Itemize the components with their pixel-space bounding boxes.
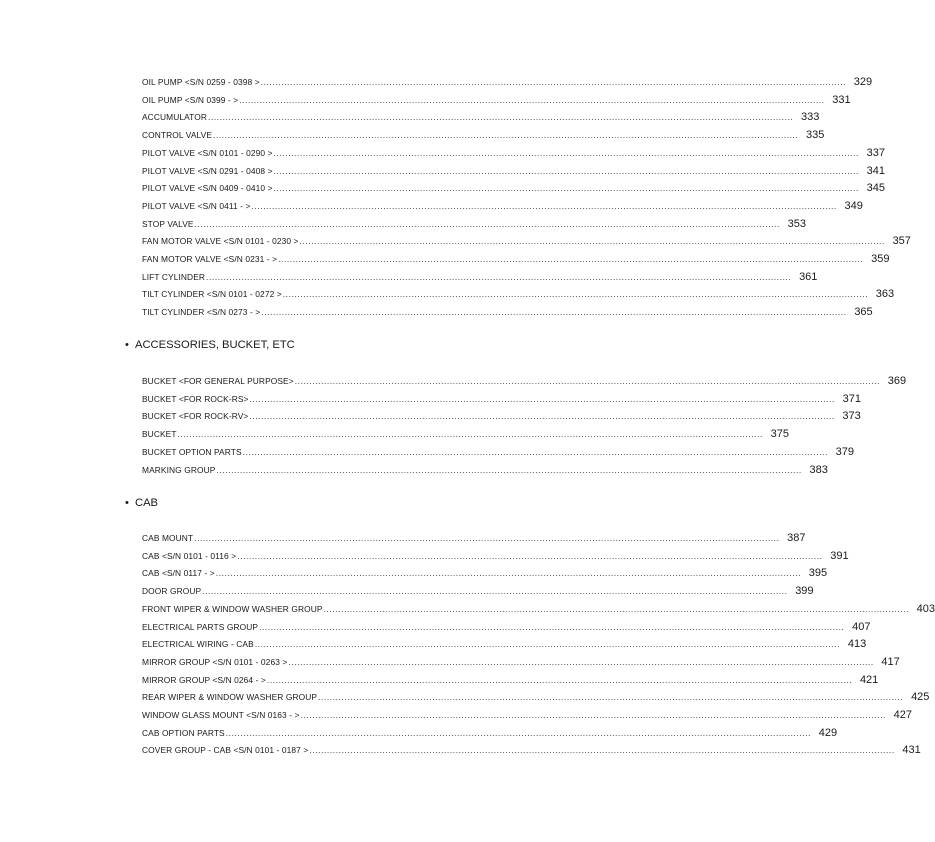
- toc-entry[interactable]: [142, 744, 921, 758]
- dot-leader: ........................................................................................................................................................................................................: [261, 307, 847, 318]
- toc-entry[interactable]: [142, 691, 930, 705]
- toc-entry-title: TILT CYLINDER <S/N 0101 - 0272 >: [142, 289, 282, 300]
- toc-entry[interactable]: [142, 726, 838, 741]
- toc-entry-title: OIL PUMP <S/N 0259 - 0398 >: [142, 77, 260, 87]
- toc-entry[interactable]: [142, 428, 789, 442]
- bullet-icon: •: [125, 339, 129, 351]
- dot-leader: ........................................................................................................................................................................................................: [300, 710, 886, 720]
- dot-leader: ........................................................................................................................................................................................................: [242, 446, 829, 457]
- toc-entry-page-number: 365: [854, 306, 873, 319]
- toc-entry[interactable]: [142, 199, 863, 214]
- toc-entry-title: FAN MOTOR VALVE <S/N 0231 - >: [142, 254, 278, 264]
- toc-entry-page-number: 427: [893, 709, 912, 721]
- toc-entry[interactable]: [142, 602, 935, 617]
- toc-entry[interactable]: [142, 392, 861, 407]
- toc-entry[interactable]: [142, 445, 855, 460]
- toc-entry-title: DOOR GROUP: [142, 586, 202, 597]
- dot-leader: ........................................................................................................................................................................................................: [260, 77, 847, 87]
- toc-entry[interactable]: [142, 76, 873, 90]
- toc-entry[interactable]: [142, 410, 861, 424]
- toc-entry-title: MARKING GROUP: [142, 464, 216, 475]
- toc-entry-page-number: 379: [835, 445, 855, 458]
- dot-leader: ........................................................................................................................................................................................................: [318, 692, 904, 703]
- toc-entry[interactable]: [142, 567, 828, 581]
- dot-leader: ........................................................................................................................................................................................................: [323, 603, 909, 614]
- toc-entry[interactable]: [142, 549, 849, 564]
- toc-entry-title: ELECTRICAL PARTS GROUP: [142, 621, 259, 632]
- toc-entry[interactable]: [142, 146, 885, 161]
- dot-leader: ........................................................................................................................................................................................................: [249, 393, 835, 404]
- dot-leader: ........................................................................................................................................................................................................: [202, 586, 788, 597]
- toc-entry-page-number: 413: [847, 638, 867, 651]
- dot-leader: ........................................................................................................................................................................................................: [177, 429, 763, 440]
- dot-leader: ........................................................................................................................................................................................................: [273, 147, 859, 158]
- toc-entry-page-number: 431: [902, 744, 921, 757]
- dot-leader: ........................................................................................................................................................................................................: [294, 376, 881, 386]
- dot-leader: ........................................................................................................................................................................................................: [216, 464, 802, 475]
- toc-entry[interactable]: [142, 182, 885, 196]
- toc-entry[interactable]: [142, 288, 895, 302]
- dot-leader: ........................................................................................................................................................................................................: [194, 533, 780, 543]
- toc-entry[interactable]: [142, 585, 814, 599]
- toc-entry[interactable]: [142, 253, 890, 267]
- toc-entry-title: PILOT VALVE <S/N 0409 - 0410 >: [142, 183, 273, 194]
- dot-leader: ........................................................................................................................................................................................................: [254, 639, 841, 650]
- dot-leader: ........................................................................................................................................................................................................: [239, 94, 825, 105]
- toc-entry-title: FRONT WIPER & WINDOW WASHER GROUP: [142, 603, 323, 614]
- toc-entry-page-number: 421: [859, 673, 879, 686]
- toc-entry[interactable]: [142, 655, 900, 670]
- dot-leader: ........................................................................................................................................................................................................: [249, 411, 835, 422]
- dot-leader: ........................................................................................................................................................................................................: [273, 165, 859, 176]
- toc-entry-title: BUCKET <FOR GENERAL PURPOSE>: [142, 376, 294, 386]
- toc-entry[interactable]: [142, 93, 851, 108]
- toc-entry[interactable]: [142, 375, 907, 389]
- toc-entry[interactable]: [142, 270, 818, 285]
- dot-leader: ........................................................................................................................................................................................................: [206, 271, 792, 282]
- toc-entry-page-number: 363: [875, 288, 895, 301]
- toc-entry-title: PILOT VALVE <S/N 0291 - 0408 >: [142, 165, 273, 176]
- toc-entry-page-number: 403: [916, 602, 935, 615]
- toc-entry-page-number: 333: [801, 111, 820, 124]
- toc-entry[interactable]: [142, 306, 873, 320]
- dot-leader: ........................................................................................................................................................................................................: [237, 550, 823, 561]
- toc-entry-page-number: 375: [770, 428, 789, 441]
- toc-entry-page-number: 335: [806, 129, 825, 142]
- toc-entry-title: BUCKET <FOR ROCK-RV>: [142, 411, 249, 422]
- toc-entry-page-number: 353: [787, 217, 806, 230]
- section-heading-text: ACCESSORIES, BUCKET, ETC: [135, 339, 295, 351]
- toc-entry-title: CAB MOUNT: [142, 533, 194, 543]
- toc-entry[interactable]: [142, 638, 867, 652]
- toc-entry-page-number: 345: [866, 182, 885, 195]
- dot-leader: ........................................................................................................................................................................................................: [266, 674, 853, 685]
- toc-entry-title: REAR WIPER & WINDOW WASHER GROUP: [142, 692, 318, 703]
- toc-entry-title: STOP VALVE: [142, 218, 194, 229]
- toc-entry[interactable]: [142, 463, 828, 478]
- toc-entry[interactable]: [142, 235, 911, 249]
- toc-entry-page-number: 359: [871, 253, 890, 265]
- toc-entry-title: CAB <S/N 0117 - >: [142, 568, 215, 579]
- toc-entry-title: OIL PUMP <S/N 0399 - >: [142, 94, 239, 105]
- toc-entry-page-number: 337: [866, 146, 885, 159]
- toc-entry-title: CAB OPTION PARTS: [142, 727, 225, 738]
- toc-entry-page-number: 395: [808, 567, 828, 580]
- dot-leader: ........................................................................................................................................................................................................: [215, 568, 802, 579]
- toc-entry-title: WINDOW GLASS MOUNT <S/N 0163 - >: [142, 710, 300, 720]
- toc-entry-title: COVER GROUP - CAB <S/N 0101 - 0187 >: [142, 745, 309, 756]
- toc-entry-title: PILOT VALVE <S/N 0411 - >: [142, 200, 251, 211]
- toc-entry-title: LIFT CYLINDER: [142, 271, 206, 282]
- toc-entry-page-number: 387: [787, 532, 806, 544]
- toc-entry-page-number: 341: [866, 164, 885, 177]
- toc-entry-page-number: 329: [853, 76, 873, 88]
- toc-entry-title: FAN MOTOR VALVE <S/N 0101 - 0230 >: [142, 236, 299, 247]
- section-heading: [125, 497, 158, 509]
- toc-entry-title: CAB <S/N 0101 - 0116 >: [142, 550, 237, 561]
- toc-entry-title: BUCKET OPTION PARTS: [142, 446, 242, 457]
- toc-entry-page-number: 361: [799, 270, 818, 283]
- toc-entry-title: ELECTRICAL WIRING - CAB: [142, 639, 254, 650]
- toc-entry[interactable]: [142, 620, 871, 635]
- toc-entry-page-number: 399: [795, 585, 814, 598]
- toc-entry-title: BUCKET <FOR ROCK-RS>: [142, 393, 249, 404]
- dot-leader: ........................................................................................................................................................................................................: [282, 289, 869, 300]
- toc-entry-title: ACCUMULATOR: [142, 112, 208, 123]
- toc-entry-title: MIRROR GROUP <S/N 0264 - >: [142, 674, 266, 685]
- toc-entry-page-number: 417: [881, 655, 900, 668]
- toc-entry[interactable]: [142, 217, 806, 232]
- toc-entry-page-number: 349: [844, 199, 863, 212]
- toc-entry-page-number: 369: [887, 375, 907, 387]
- section-heading: [125, 339, 295, 351]
- dot-leader: ........................................................................................................................................................................................................: [225, 727, 812, 738]
- toc-entry-page-number: 331: [832, 93, 851, 106]
- section-heading-text: CAB: [135, 497, 159, 509]
- dot-leader: ........................................................................................................................................................................................................: [259, 621, 845, 632]
- dot-leader: ........................................................................................................................................................................................................: [208, 112, 794, 123]
- toc-entry-page-number: 383: [809, 463, 828, 476]
- toc-entry[interactable]: [142, 709, 912, 723]
- toc-entry[interactable]: [142, 164, 885, 179]
- toc-entry-page-number: 425: [911, 691, 930, 704]
- toc-entry-page-number: 407: [852, 620, 871, 633]
- toc-entry[interactable]: [142, 111, 820, 125]
- dot-leader: ........................................................................................................................................................................................................: [273, 183, 859, 194]
- dot-leader: ........................................................................................................................................................................................................: [288, 656, 874, 667]
- toc-entry-page-number: 357: [892, 235, 911, 248]
- dot-leader: ........................................................................................................................................................................................................: [278, 254, 864, 264]
- toc-entry-title: CONTROL VALVE: [142, 130, 213, 141]
- toc-entry-page-number: 429: [818, 726, 838, 739]
- toc-entry-page-number: 373: [842, 410, 861, 423]
- toc-entry-title: TILT CYLINDER <S/N 0273 - >: [142, 307, 261, 318]
- toc-entry-title: BUCKET: [142, 429, 177, 440]
- bullet-icon: •: [125, 497, 129, 509]
- toc-entry[interactable]: [142, 673, 879, 688]
- dot-leader: ........................................................................................................................................................................................................: [299, 236, 885, 247]
- toc-entry[interactable]: [142, 532, 806, 546]
- dot-leader: ........................................................................................................................................................................................................: [309, 745, 895, 756]
- dot-leader: ........................................................................................................................................................................................................: [194, 218, 780, 229]
- toc-entry-title: MIRROR GROUP <S/N 0101 - 0263 >: [142, 656, 288, 667]
- dot-leader: ........................................................................................................................................................................................................: [251, 200, 837, 211]
- toc-entry-page-number: 371: [842, 392, 861, 405]
- toc-entry[interactable]: [142, 129, 825, 143]
- toc-entry-title: PILOT VALVE <S/N 0101 - 0290 >: [142, 147, 273, 158]
- toc-entry-page-number: 391: [830, 549, 849, 562]
- dot-leader: ........................................................................................................................................................................................................: [213, 130, 799, 141]
